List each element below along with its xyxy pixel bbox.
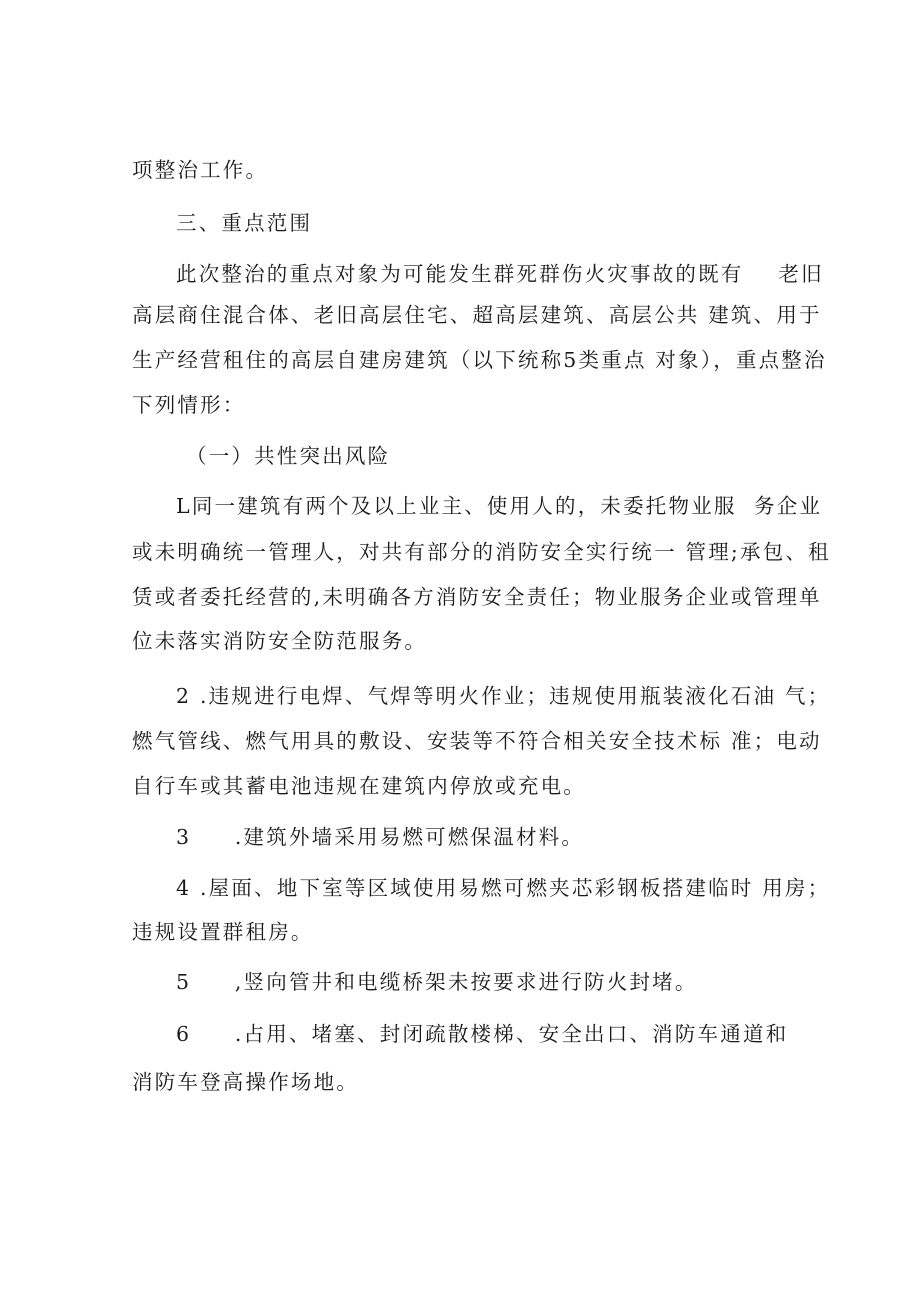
text-line: 违规设置群租房。 xyxy=(132,920,314,944)
text-line: 或未明确统一管理人，对共有部分的消防安全实行统一 管理;承包、租 xyxy=(132,540,831,564)
text-line: 项整治工作。 xyxy=(132,158,269,182)
text-line: 燃气管线、燃气用具的敷设、安装等不符合相关安全技术标 准；电动 xyxy=(132,729,822,753)
subsection-heading: （一）共性突出风险 xyxy=(186,444,391,468)
text-line: 5 ,竖向管井和电缆桥架未按要求进行防火封堵。 xyxy=(176,970,698,994)
text-line: L同一建筑有两个及以上业主、使用人的，未委托物业服 务企业 xyxy=(176,494,823,518)
text-line: 位未落实消防安全防范服务。 xyxy=(132,629,428,653)
text-line: 4 .屋面、地下室等区域使用易燃可燃夹芯彩钢板搭建临时 用房； xyxy=(176,876,831,900)
text-line: 赁或者委托经营的,未明确各方消防安全责任；物业服务企业或管理单 xyxy=(132,585,822,609)
text-line: 2 .违规进行电焊、气焊等明火作业；违规使用瓶装液化石油 气； xyxy=(176,684,831,708)
text-line: 消防车登高操作场地。 xyxy=(132,1070,359,1094)
text-line: 此次整治的重点对象为可能发生群死群伤火灾事故的既有 老旧 xyxy=(176,262,824,286)
section-heading: 三、重点范围 xyxy=(176,211,313,235)
text-line: 高层商住混合体、老旧高层住宅、超高层建筑、高层公共 建筑、用于 xyxy=(132,303,822,327)
text-line: 生产经营租住的高层自建房建筑（以下统称5类重点 对象），重点整治 xyxy=(132,348,827,372)
text-line: 3 .建筑外墙采用易燃可燃保温材料。 xyxy=(176,825,585,849)
text-line: 6 .占用、堵塞、封闭疏散楼梯、安全出口、消防车通道和 xyxy=(176,1022,789,1046)
text-line: 下列情形： xyxy=(132,393,246,417)
text-line: 自行车或其蓄电池违规在建筑内停放或充电。 xyxy=(132,774,586,798)
